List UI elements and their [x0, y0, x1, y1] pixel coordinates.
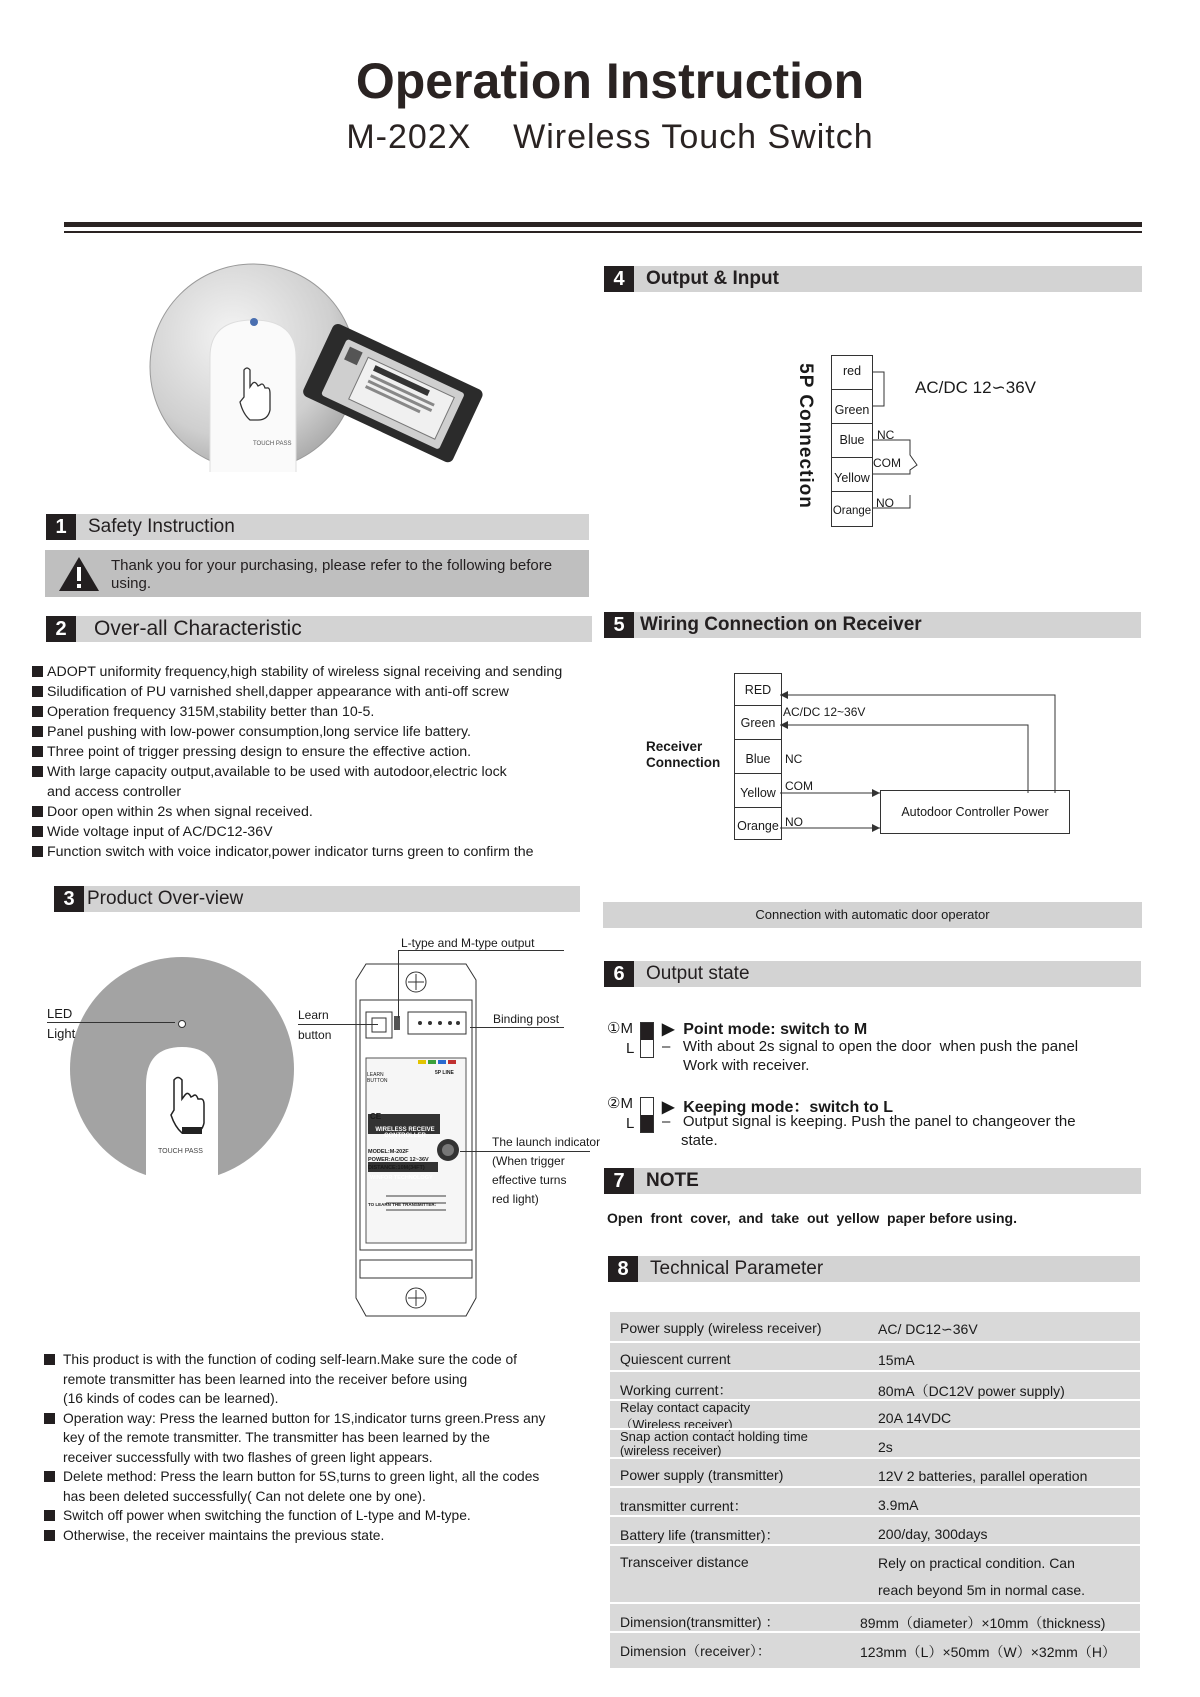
- tech-key: Power supply (wireless receiver): [620, 1320, 822, 1336]
- section-number: 2: [46, 616, 76, 642]
- bullet-icon: [32, 826, 43, 837]
- tech-row: [610, 1602, 1140, 1631]
- page-title: Operation Instruction: [355, 53, 865, 109]
- board-model: MODEL:M-202F: [368, 1149, 409, 1155]
- board-5p-label: 5P LINE: [435, 1070, 454, 1076]
- tech-row: [610, 1544, 1140, 1602]
- note-text: Open front cover, and take out yellow paper before using.: [607, 1210, 1017, 1226]
- tech-row: [610, 1515, 1140, 1544]
- tech-row: [610, 1486, 1140, 1515]
- section-title: NOTE: [646, 1170, 699, 1191]
- section-product-overview: [54, 886, 580, 912]
- tech-key: Working current：: [620, 1382, 733, 1398]
- characteristic-text: Wide voltage input of AC/DC12-36V: [47, 824, 273, 840]
- section-output-input: [604, 266, 1142, 292]
- safety-notice: [45, 550, 589, 597]
- wire-green: Green: [832, 390, 872, 424]
- binding-post-label: Binding post: [493, 1012, 560, 1026]
- characteristic-text: Door open within 2s when signal received.: [47, 804, 313, 820]
- point-mode-desc-1: – With about 2s signal to open the door when push the panel: [662, 1038, 1079, 1055]
- tech-value: 3.9mA: [878, 1497, 919, 1513]
- com-label-5p: COM: [873, 456, 901, 470]
- light-label: Light: [47, 1026, 76, 1041]
- tech-row: [610, 1631, 1140, 1658]
- bullet-icon: [44, 1354, 55, 1365]
- section-number: 6: [604, 961, 634, 987]
- characteristic-text: Function switch with voice indicator,power indicator turns green to confirm the: [47, 844, 534, 860]
- section-title: Output state: [646, 963, 750, 984]
- section-title: Technical Parameter: [650, 1258, 824, 1279]
- section-characteristics: [46, 616, 592, 642]
- section-title: Wiring Connection on Receiver: [640, 614, 922, 635]
- touch-pass-text: TOUCH PASS: [158, 1148, 203, 1155]
- characteristic-item: [32, 762, 507, 782]
- characteristic-text: Three point of trigger pressing design to ensure the effective action.: [47, 744, 472, 760]
- instruction-text: Delete method: Press the learn button for 5S,turns to green light, all the codes: [63, 1469, 540, 1484]
- characteristic-text: With large capacity output,available to be used with autodoor,electric lock: [47, 764, 507, 780]
- board-brand: WINFOR TECHNOLOGY: [370, 1175, 433, 1181]
- instruction-line: [44, 1487, 426, 1507]
- header-rule-thin: [64, 231, 1142, 233]
- instruction-line: [44, 1467, 539, 1487]
- characteristic-item: [32, 682, 509, 702]
- tech-key: Transceiver distance: [620, 1554, 749, 1570]
- section-safety-instruction: [46, 514, 589, 540]
- instruction-line: [44, 1370, 467, 1390]
- tech-row: [610, 1428, 1140, 1457]
- characteristic-continuation: and access controller: [47, 784, 182, 800]
- tech-key: Quiescent current: [620, 1351, 731, 1367]
- tech-key: Relay contact capacity: [620, 1400, 751, 1415]
- characteristic-item: [32, 702, 374, 722]
- tech-row: [610, 1457, 1140, 1486]
- binding-post-line: [470, 1027, 564, 1028]
- tech-key-sub: （Wireless receiver): [620, 1418, 733, 1432]
- tech-key: Snap action contact holding time: [620, 1429, 808, 1444]
- rx-no-label: NO: [785, 815, 803, 829]
- button-label: button: [298, 1028, 332, 1042]
- instruction-text: (16 kinds of codes can be learned).: [63, 1391, 279, 1406]
- page-subtitle: M-202X Wireless Touch Switch: [346, 118, 874, 156]
- keep-mode-desc-2: state.: [681, 1132, 718, 1149]
- header-rule: [64, 222, 1142, 227]
- instruction-text: This product is with the function of coding self-learn.Make sure the code of: [63, 1352, 518, 1367]
- tech-key: Dimension(transmitter) ：: [620, 1614, 780, 1630]
- lm-output-line-v: [398, 950, 399, 1018]
- wire-red: red: [832, 356, 872, 390]
- characteristic-text: ADOPT uniformity frequency,high stability of wireless signal receiving and sending: [47, 664, 563, 680]
- tech-key: transmitter current：: [620, 1498, 748, 1514]
- mode2-l: L: [626, 1115, 635, 1132]
- autodoor-controller-box: Autodoor Controller Power: [880, 790, 1070, 834]
- launch-label-2: (When trigger: [492, 1154, 565, 1168]
- bullet-icon: [32, 766, 43, 777]
- section-number: 8: [608, 1256, 638, 1282]
- board-title: WIRELESS RECEIVE CONTROLLER: [375, 1127, 435, 1139]
- tech-row: [610, 1370, 1140, 1399]
- wire-orange: Orange: [832, 505, 872, 517]
- rx-wire-blue: Blue: [735, 740, 781, 774]
- point-mode-desc-2: Work with receiver.: [683, 1057, 810, 1074]
- photo-brand-text: TOUCH PASS: [253, 441, 292, 447]
- launch-label-3: effective turns: [492, 1173, 567, 1187]
- bullet-icon: [32, 746, 43, 757]
- no-label-5p: NO: [876, 496, 894, 510]
- section-note: [604, 1168, 1141, 1194]
- characteristic-text: Siludification of PU varnished shell,dapper appearance with anti-off screw: [47, 684, 509, 700]
- section-title: Product Over-view: [87, 888, 244, 909]
- characteristic-item: [32, 662, 562, 682]
- bullet-icon: [32, 666, 43, 677]
- section-title: Over-all Characteristic: [94, 617, 302, 640]
- mode2-switch-icon: [640, 1097, 654, 1133]
- rx-nc-label: NC: [785, 752, 803, 766]
- safety-notice-text: Thank you for your purchasing, please refer to the following before using.: [111, 557, 553, 592]
- bullet-icon: [32, 726, 43, 737]
- bullet-icon: [32, 846, 43, 857]
- bullet-icon: [44, 1510, 55, 1521]
- instruction-line: [44, 1526, 384, 1546]
- mode1-switch-icon: [640, 1022, 654, 1058]
- rx-com-label: COM: [785, 779, 813, 793]
- board-power: POWER:AC/DC 12~36V: [368, 1157, 429, 1163]
- mode2-m: ②M: [607, 1095, 633, 1112]
- characteristic-text: Operation frequency 315M,stability better than 10-5.: [47, 704, 375, 720]
- section-number: 3: [54, 886, 84, 912]
- bullet-icon: [32, 806, 43, 817]
- tech-value: 2s: [878, 1439, 893, 1455]
- mode1-m: ①M: [607, 1020, 633, 1037]
- characteristic-item: [32, 822, 273, 842]
- tech-value: 80mA（DC12V power supply): [878, 1383, 1065, 1399]
- launch-label-1: The launch indicator: [492, 1135, 601, 1149]
- section-number: 4: [604, 266, 634, 292]
- keep-mode-desc-1: – Output signal is keeping. Push the panel to changeover the: [662, 1113, 1076, 1130]
- section-technical-parameter: [608, 1256, 1140, 1282]
- led-leader-line: [47, 1022, 175, 1023]
- section-number: 7: [604, 1168, 634, 1194]
- receiver-drawing: [346, 960, 486, 1320]
- bullet-icon: [32, 706, 43, 717]
- board-learn-label: LEARN BUTTON: [367, 1072, 388, 1084]
- instruction-line: [44, 1350, 517, 1370]
- instruction-line: [44, 1448, 433, 1468]
- wire-yellow: Yellow: [832, 458, 872, 492]
- wire-table-receiver: [734, 673, 782, 840]
- instruction-text: has been deleted successfully( Can not delete one by one).: [63, 1488, 426, 1504]
- lm-output-line: [398, 950, 564, 951]
- wire-table-5p: [831, 355, 873, 527]
- tech-value: 12V 2 batteries, parallel operation: [878, 1468, 1088, 1484]
- board-ce: CE: [370, 1112, 382, 1121]
- section-output-state: [604, 961, 1141, 987]
- tech-value: 15mA: [878, 1352, 915, 1368]
- rx-wire-red: RED: [735, 674, 781, 706]
- instruction-text: remote transmitter has been learned into the receiver before using: [63, 1371, 468, 1387]
- tech-key: Battery life (transmitter)：: [620, 1527, 780, 1543]
- bullet-icon: [44, 1413, 55, 1424]
- tech-row: [610, 1312, 1140, 1341]
- power-label-5p: AC/DC 12∽36V: [915, 378, 1037, 397]
- characteristic-item: [32, 802, 313, 822]
- rx-power-label: AC/DC 12~36V: [783, 705, 866, 719]
- rx-wire-yellow: Yellow: [735, 774, 781, 808]
- wiring-caption: Connection with automatic door operator: [603, 902, 1142, 928]
- learn-leader-line: [298, 1024, 378, 1025]
- learn-label: Learn: [298, 1008, 329, 1022]
- tech-row: [610, 1399, 1140, 1432]
- point-mode-title: ▶ Point mode: switch to M: [662, 1021, 868, 1038]
- instruction-line: [44, 1409, 545, 1429]
- launch-label-4: red light): [492, 1192, 539, 1206]
- bullet-icon: [44, 1471, 55, 1482]
- tech-key: Power supply (transmitter): [620, 1467, 784, 1483]
- tech-row: [610, 1341, 1140, 1370]
- tech-key-sub: (wireless receiver): [620, 1444, 722, 1458]
- receiver-connection-label-1: Receiver: [646, 739, 703, 754]
- characteristic-item: [32, 742, 471, 762]
- keep-mode-title: ▶ Keeping mode：switch to L: [662, 1099, 893, 1116]
- instruction-line: [44, 1389, 279, 1409]
- instruction-text: Switch off power when switching the function of L-type and M-type.: [63, 1508, 471, 1523]
- section-title: Safety Instruction: [88, 516, 235, 537]
- tech-value: Rely on practical condition. Can: [878, 1555, 1075, 1571]
- instruction-text: key of the remote transmitter. The transmitter has been learned by the: [63, 1430, 490, 1445]
- characteristic-item: [32, 722, 471, 742]
- section-number: 1: [46, 514, 76, 540]
- nc-label-5p: NC: [877, 428, 895, 442]
- characteristic-text: Panel pushing with low-power consumption,long service life battery.: [47, 724, 472, 740]
- mode1-l: L: [626, 1040, 635, 1057]
- board-distance: DISTANCE:10M(34FT): [368, 1165, 425, 1171]
- bullet-icon: [44, 1530, 55, 1541]
- instruction-line: [44, 1428, 490, 1448]
- tech-value: 200/day, 300days: [878, 1526, 988, 1542]
- tech-value: 20A 14VDC: [878, 1410, 952, 1426]
- lm-output-label: L-type and M-type output: [401, 936, 535, 950]
- product-photo: [140, 262, 540, 512]
- characteristic-item: [32, 842, 534, 862]
- rx-wire-green: Green: [735, 706, 781, 740]
- board-learn-tx: TO LEARN THE TRANSMITTER:: [368, 1202, 437, 1207]
- instruction-text: Otherwise, the receiver maintains the previous state.: [63, 1527, 385, 1543]
- rx-wire-orange: Orange: [737, 819, 779, 833]
- section-wiring-connection: [604, 612, 1141, 638]
- connection-vertical-label: 5P Connection: [795, 363, 816, 509]
- tech-value: AC/ DC12∽36V: [878, 1321, 978, 1337]
- technical-parameter-table: [610, 1312, 1140, 1668]
- section-number: 5: [604, 612, 634, 638]
- launch-leader-line: [460, 1151, 590, 1152]
- tech-value-cont: reach beyond 5m in normal case.: [878, 1582, 1085, 1598]
- tech-key: Dimension（receiver）：: [620, 1643, 771, 1659]
- tech-value: 123mm（L）×50mm（W）×32mm（H）: [860, 1644, 1116, 1660]
- bullet-icon: [32, 686, 43, 697]
- section-title: Output & Input: [646, 268, 779, 289]
- instruction-text: Operation way: Press the learned button for 1S,indicator turns green.Press any: [63, 1410, 546, 1426]
- receiver-connection-label-2: Connection: [646, 755, 721, 770]
- instruction-text: receiver successfully with two flashes of green light appears.: [63, 1449, 433, 1465]
- instruction-line: [44, 1506, 471, 1526]
- warning-icon: [57, 555, 101, 593]
- wire-blue: Blue: [832, 424, 872, 458]
- led-label: LED: [47, 1006, 73, 1021]
- tech-value: 89mm（diameter）×10mm（thickness): [860, 1615, 1106, 1631]
